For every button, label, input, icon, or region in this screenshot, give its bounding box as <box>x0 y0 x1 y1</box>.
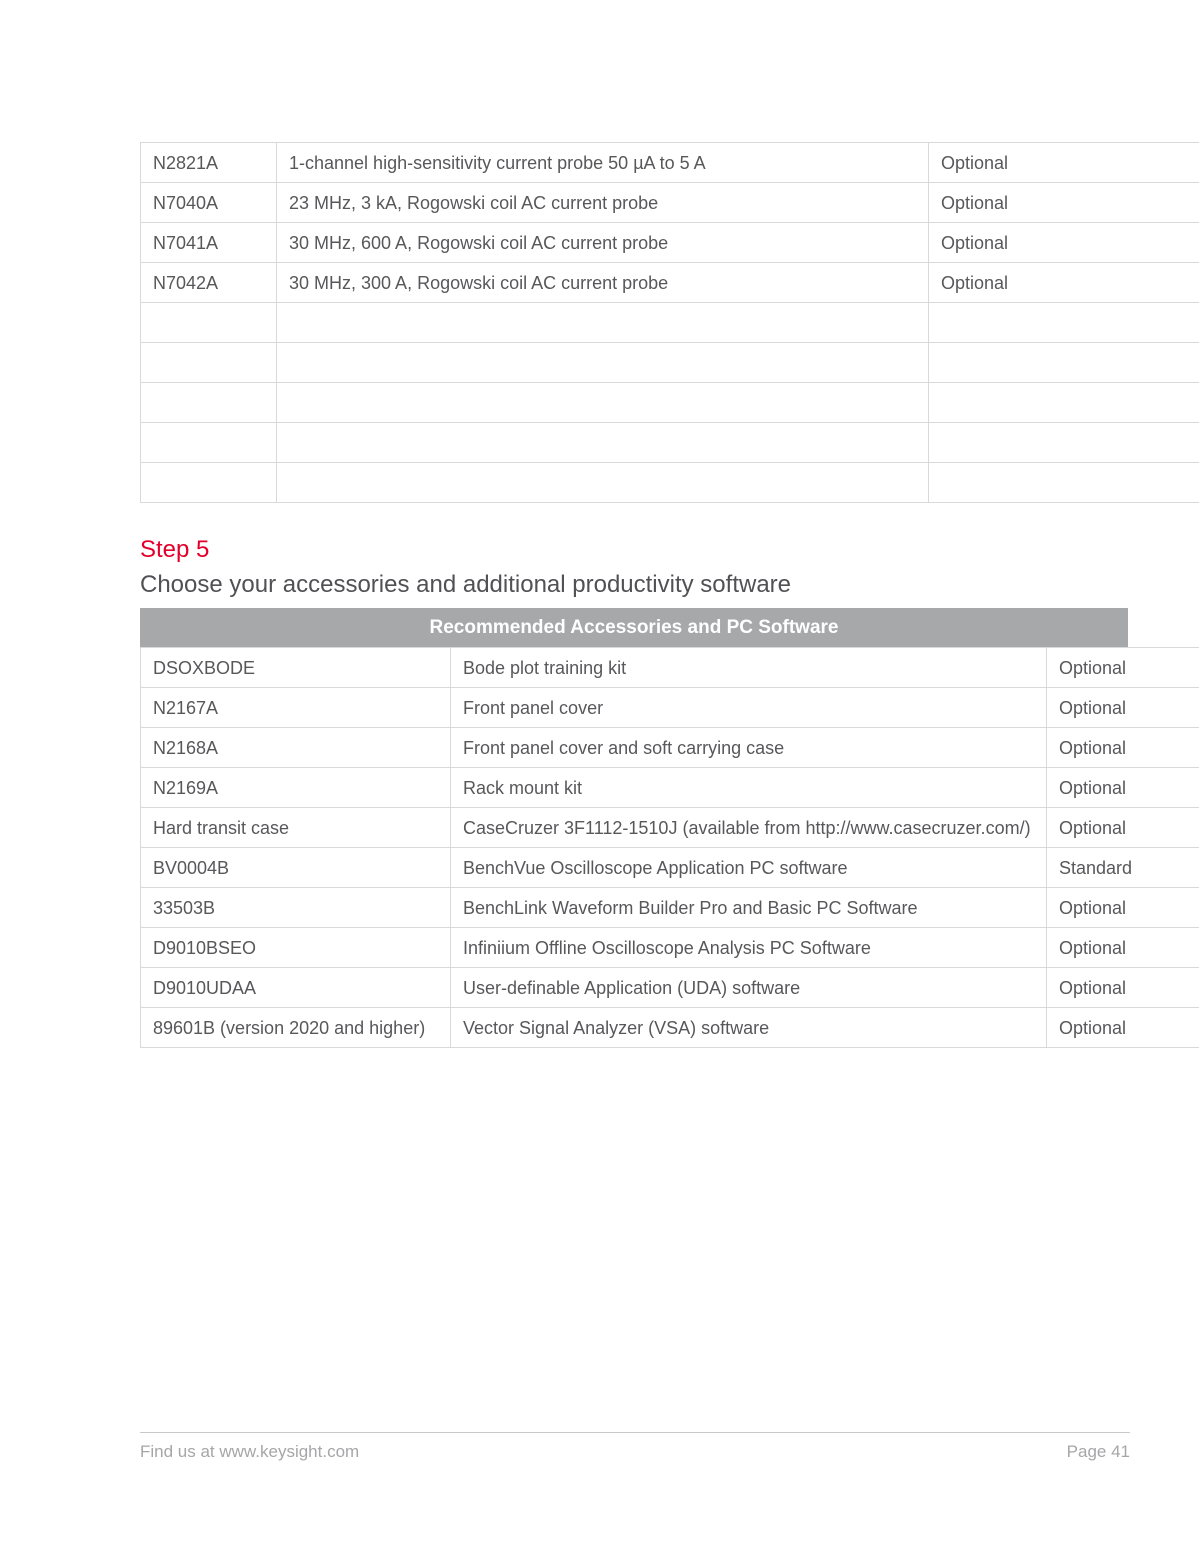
description-cell: Vector Signal Analyzer (VSA) software <box>451 1008 1047 1048</box>
table-row <box>141 143 1199 183</box>
description-cell <box>277 463 929 503</box>
description-cell: 1-channel high-sensitivity current probe 50 µA to 5 A <box>277 143 929 183</box>
part-number-cell <box>141 383 277 423</box>
part-number-cell: N7040A <box>141 183 277 223</box>
accessories-table-header: Recommended Accessories and PC Software <box>140 608 1128 647</box>
table-row <box>141 848 1199 888</box>
step-5-heading: Step 5 <box>140 536 210 563</box>
part-number-cell: N7041A <box>141 223 277 263</box>
table-row <box>141 343 1199 383</box>
status-cell: Optional <box>1047 808 1199 848</box>
description-cell: Front panel cover <box>451 688 1047 728</box>
description-cell: Rack mount kit <box>451 768 1047 808</box>
table-row <box>141 223 1199 263</box>
part-number-cell: N7042A <box>141 263 277 303</box>
status-cell: Optional <box>929 183 1199 223</box>
part-number-cell: DSOXBODE <box>141 648 451 688</box>
status-cell: Optional <box>1047 1008 1199 1048</box>
description-cell: Infiniium Offline Oscilloscope Analysis PC Software <box>451 928 1047 968</box>
description-cell <box>277 303 929 343</box>
status-cell: Standard <box>1047 848 1199 888</box>
description-cell: BenchLink Waveform Builder Pro and Basic PC Software <box>451 888 1047 928</box>
probe-accessories-table <box>140 142 1199 503</box>
part-number-cell: BV0004B <box>141 848 451 888</box>
status-cell: Optional <box>1047 888 1199 928</box>
status-cell: Optional <box>1047 928 1199 968</box>
table-row <box>141 968 1199 1008</box>
table-row <box>141 648 1199 688</box>
table-row <box>141 303 1199 343</box>
part-number-cell: Hard transit case <box>141 808 451 848</box>
status-cell <box>929 343 1199 383</box>
table-row <box>141 888 1199 928</box>
status-cell <box>929 383 1199 423</box>
description-cell: BenchVue Oscilloscope Application PC software <box>451 848 1047 888</box>
footer-page-number: Page 41 <box>1066 1442 1130 1461</box>
status-cell <box>929 303 1199 343</box>
status-cell: Optional <box>1047 728 1199 768</box>
table-row <box>141 1008 1199 1048</box>
status-cell <box>929 463 1199 503</box>
status-cell: Optional <box>1047 688 1199 728</box>
step-5-subheading: Choose your accessories and additional productivity software <box>140 571 792 598</box>
part-number-cell: N2168A <box>141 728 451 768</box>
part-number-cell <box>141 343 277 383</box>
part-number-cell <box>141 423 277 463</box>
table-row <box>141 383 1199 423</box>
table-row <box>141 183 1199 223</box>
probe-table-section <box>140 0 1128 503</box>
status-cell: Optional <box>1047 648 1199 688</box>
table-row <box>141 928 1199 968</box>
part-number-cell: N2169A <box>141 768 451 808</box>
part-number-cell <box>141 463 277 503</box>
description-cell: Bode plot training kit <box>451 648 1047 688</box>
page-content <box>140 0 1133 1048</box>
status-cell <box>929 423 1199 463</box>
part-number-cell: N2167A <box>141 688 451 728</box>
part-number-cell: 33503B <box>141 888 451 928</box>
status-cell: Optional <box>1047 968 1199 1008</box>
page-footer <box>140 1432 1130 1462</box>
table-row <box>141 263 1199 303</box>
description-cell <box>277 423 929 463</box>
status-cell: Optional <box>929 263 1199 303</box>
footer-website-text: Find us at www.keysight.com <box>140 1442 360 1461</box>
status-cell: Optional <box>929 143 1199 183</box>
description-cell: 23 MHz, 3 kA, Rogowski coil AC current probe <box>277 183 929 223</box>
status-cell: Optional <box>1047 768 1199 808</box>
part-number-cell: D9010UDAA <box>141 968 451 1008</box>
description-cell: Front panel cover and soft carrying case <box>451 728 1047 768</box>
table-row <box>141 688 1199 728</box>
description-cell <box>277 343 929 383</box>
description-cell: 30 MHz, 600 A, Rogowski coil AC current probe <box>277 223 929 263</box>
description-cell <box>277 383 929 423</box>
part-number-cell: N2821A <box>141 143 277 183</box>
part-number-cell <box>141 303 277 343</box>
description-cell: User-definable Application (UDA) software <box>451 968 1047 1008</box>
description-cell: CaseCruzer 3F1112-1510J (available from http://www.casecruzer.com/) <box>451 808 1047 848</box>
accessories-table <box>140 647 1199 1048</box>
table-row <box>141 728 1199 768</box>
part-number-cell: D9010BSEO <box>141 928 451 968</box>
table-row <box>141 808 1199 848</box>
description-cell: 30 MHz, 300 A, Rogowski coil AC current probe <box>277 263 929 303</box>
table-row <box>141 768 1199 808</box>
part-number-cell: 89601B (version 2020 and higher) <box>141 1008 451 1048</box>
table-row <box>141 463 1199 503</box>
table-row <box>141 423 1199 463</box>
status-cell: Optional <box>929 223 1199 263</box>
